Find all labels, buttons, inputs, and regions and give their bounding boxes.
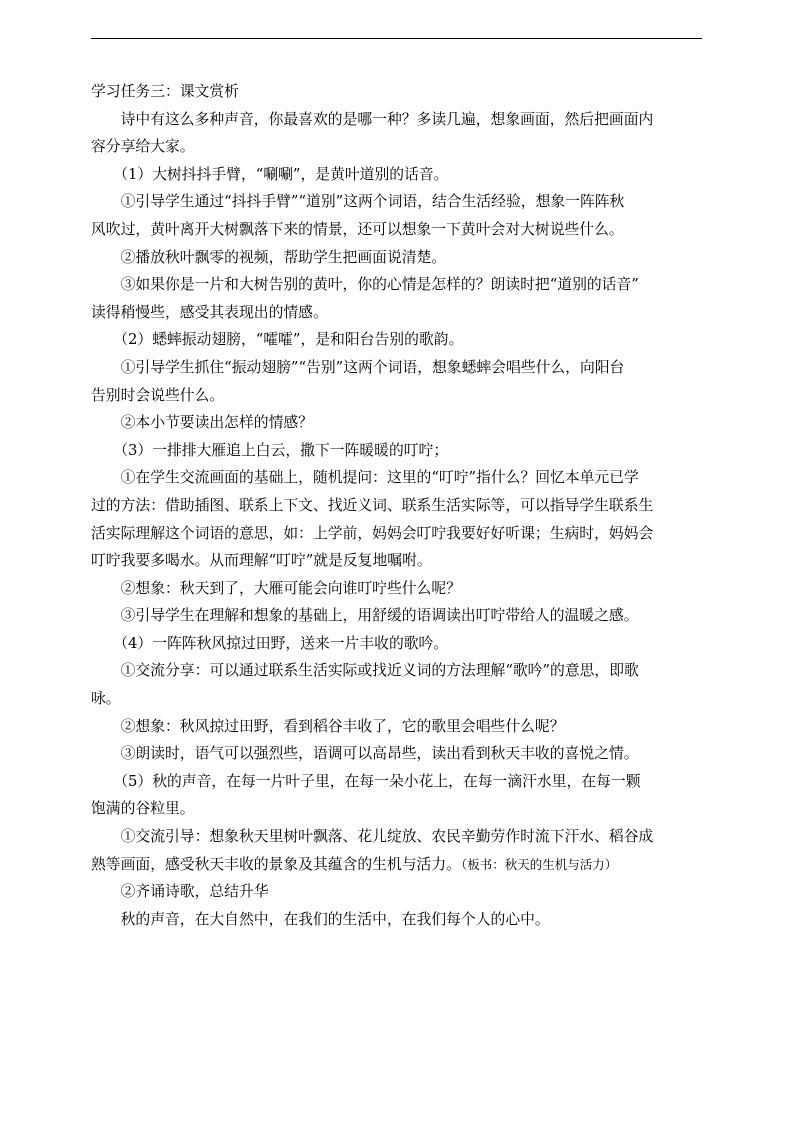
item-point: ③朗读时，语气可以强烈些，语调可以高昂些，读出看到秋天丰收的喜悦之情。 [120, 745, 639, 763]
item-point-cont: 风吹过，黄叶离开大树飘落下来的情景，还可以想象一下黄叶会对大树说些什么。 [91, 220, 624, 238]
item-point: ②播放秋叶飘零的视频，帮助学生把画面说清楚。 [120, 248, 447, 266]
item-heading: （5）秋的声音，在每一片叶子里，在每一朵小花上，在每一滴汗水里，在每一颗 [113, 772, 641, 790]
item-point: ③如果你是一片和大树告别的黄叶，你的心情是怎样的？朗读时把“道别的话音” [120, 276, 639, 294]
item-point: ①引导学生抓住“振动翅膀”“告别”这两个词语，想象蟋蟀会唱些什么，向阳台 [120, 358, 625, 376]
item-heading: （1）大树抖抖手臂，“唰唰”，是黄叶道别的话音。 [113, 165, 449, 183]
item-point-cont: 咏。 [91, 690, 121, 708]
header-rule [91, 38, 702, 39]
item-point: ②想象：秋天到了，大雁可能会向谁叮咛些什么呢？ [120, 579, 461, 597]
item-point-cont: 告别时会说些什么。 [91, 386, 225, 404]
closing-line: 秋的声音，在大自然中，在我们的生活中，在我们每个人的心中。 [120, 910, 550, 928]
item-heading: （3）一排排大雁追上白云，撒下一阵暖暖的叮咛； [113, 441, 449, 459]
intro-line: 容分享给大家。 [91, 138, 195, 156]
item-point: ②本小节要读出怎样的情感？ [120, 414, 313, 432]
section-title: 学习任务三：课文赏析 [91, 83, 239, 100]
item-point-cont: 叮咛我要多喝水。从而理解“叮咛”就是反复地嘱咐。 [91, 552, 432, 570]
item-point-text: 熟等画面，感受秋天丰收的景象及其蕴含的生机与活力。 [91, 855, 461, 873]
item-point: ②想象：秋风掠过田野，看到稻谷丰收了，它的歌里会唱些什么呢？ [120, 717, 565, 735]
item-point: ③引导学生在理解和想象的基础上，用舒缓的语调读出叮咛带给人的温暖之感。 [120, 607, 639, 625]
item-point: ①在学生交流画面的基础上，随机提问：这里的“叮咛”指什么？回忆本单元已学 [120, 469, 639, 487]
item-point-cont: 活实际理解这个词语的意思，如：上学前，妈妈会叮咛我要好好听课；生病时，妈妈会 [91, 524, 654, 542]
item-point-cont [91, 851, 702, 879]
item-heading: （4）一阵阵秋风掠过田野，送来一片丰收的歌吟。 [113, 634, 449, 652]
item-point: ①引导学生通过“抖抖手臂”“道别”这两个词语，结合生活经验，想象一阵阵秋 [120, 193, 625, 211]
item-point: ①交流引导：想象秋天里树叶飘落、花儿绽放、农民辛勤劳作时流下汗水、稻谷成 [120, 828, 654, 846]
item-heading: （2）蟋蟀振动翅膀，“嚯嚯”，是和阳台告别的歌韵。 [113, 331, 464, 349]
intro-line: 诗中有这么多种声音，你最喜欢的是哪一种？多读几遍，想象画面，然后把画面内 [120, 110, 654, 128]
board-note: （板书：秋天的生机与活力） [460, 856, 618, 872]
item-point-cont: 过的方法：借助插图、联系上下文、找近义词、联系生活实际等，可以指导学生联系生 [91, 496, 654, 514]
item-point-cont: 读得稍慢些，感受其表现出的情感。 [91, 303, 328, 321]
item-point: ①交流分享：可以通过联系生活实际或找近义词的方法理解“歌吟”的意思，即歌 [120, 662, 639, 680]
item-point: ②齐诵诗歌，总结升华 [120, 883, 269, 901]
item-heading-cont: 饱满的谷粒里。 [91, 800, 195, 818]
document-body [91, 78, 702, 933]
